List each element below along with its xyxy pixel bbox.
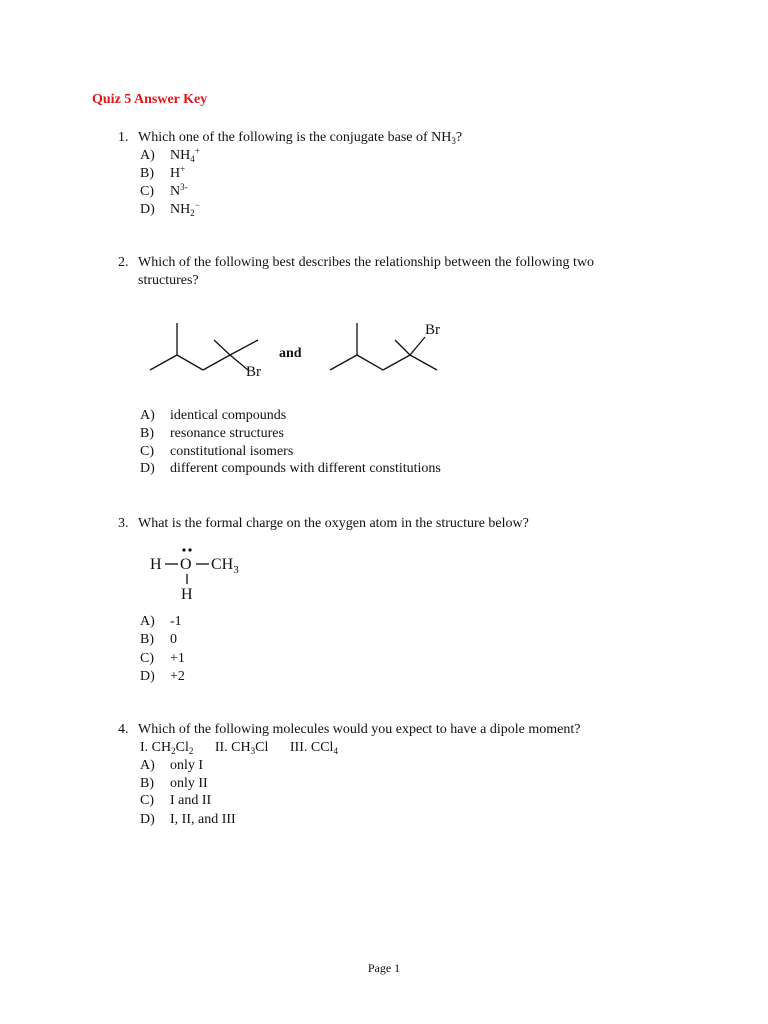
- q3-option-b: B) 0: [140, 632, 177, 647]
- page-number: Page 1: [367, 961, 401, 975]
- hydrogen-left: H: [150, 556, 162, 573]
- and-label: and: [279, 346, 302, 361]
- hydrogen-bottom: H: [181, 586, 193, 603]
- q2-option-d: D) different compounds with different constitutions: [140, 461, 441, 476]
- q4-option-b: B) only II: [140, 776, 208, 791]
- q1-option-d: D) $NH_2^-$: [140, 200, 200, 218]
- q4-option-c: C) I and II: [140, 793, 212, 808]
- question-2: [118, 254, 658, 290]
- oxygen-atom: O: [180, 556, 192, 573]
- question-text-line-2: structures?: [138, 273, 199, 288]
- methanol-oxonium-structure: [145, 540, 265, 604]
- lone-pair-dot: [188, 548, 191, 551]
- lone-pair-dot: [182, 548, 185, 551]
- q1-option-b: B) H+: [140, 164, 186, 181]
- q3-option-c: C) +1: [140, 651, 185, 666]
- q2-option-c: C) constitutional isomers: [140, 444, 294, 459]
- methyl-group: $CH_3$: [211, 556, 239, 576]
- quiz-title: Quiz 5 Answer Key: [92, 92, 208, 107]
- question-4: [118, 721, 658, 739]
- question-number: 4.: [118, 722, 129, 737]
- question-text: What is the formal charge on the oxygen atom in the structure below?: [138, 516, 529, 531]
- question-number: 1.: [118, 130, 129, 145]
- question-text-line-1: Which of the following best describes the relationship between the following two: [138, 255, 595, 270]
- bromine-label-left: Br: [246, 364, 261, 380]
- q2-option-b: B) resonance structures: [140, 426, 284, 441]
- question-text: Which one of the following is the conjugate base of $NH_3$?: [138, 130, 463, 146]
- q4-option-d: D) I, II, and III: [140, 812, 236, 827]
- molecule-ii: II. $CH_3Cl$: [214, 740, 269, 756]
- question-3: [118, 515, 658, 533]
- question-text: Which of the following molecules would you expect to have a dipole moment?: [138, 722, 581, 737]
- molecule-iii: III. CCl$_4$: [289, 740, 338, 756]
- q2-option-a: A) identical compounds: [140, 408, 287, 423]
- q3-option-a: A) -1: [140, 614, 182, 629]
- molecule-i: I. $CH_2Cl_2$: [140, 740, 194, 756]
- question-number: 3.: [118, 516, 129, 531]
- q1-option-a: A) $NH_4^+$: [140, 146, 200, 164]
- skeletal-structures: [140, 310, 460, 390]
- molecule-list: [140, 739, 356, 757]
- q1-option-c: C) $N^{3-}$: [140, 182, 188, 199]
- question-1: [118, 129, 658, 147]
- left-molecule: [150, 323, 258, 370]
- q4-option-a: A) only I: [140, 758, 204, 773]
- question-number: 2.: [118, 255, 129, 270]
- q3-option-d: D) +2: [140, 669, 185, 684]
- bromine-label-right: Br: [425, 322, 440, 338]
- right-molecule: [330, 323, 437, 370]
